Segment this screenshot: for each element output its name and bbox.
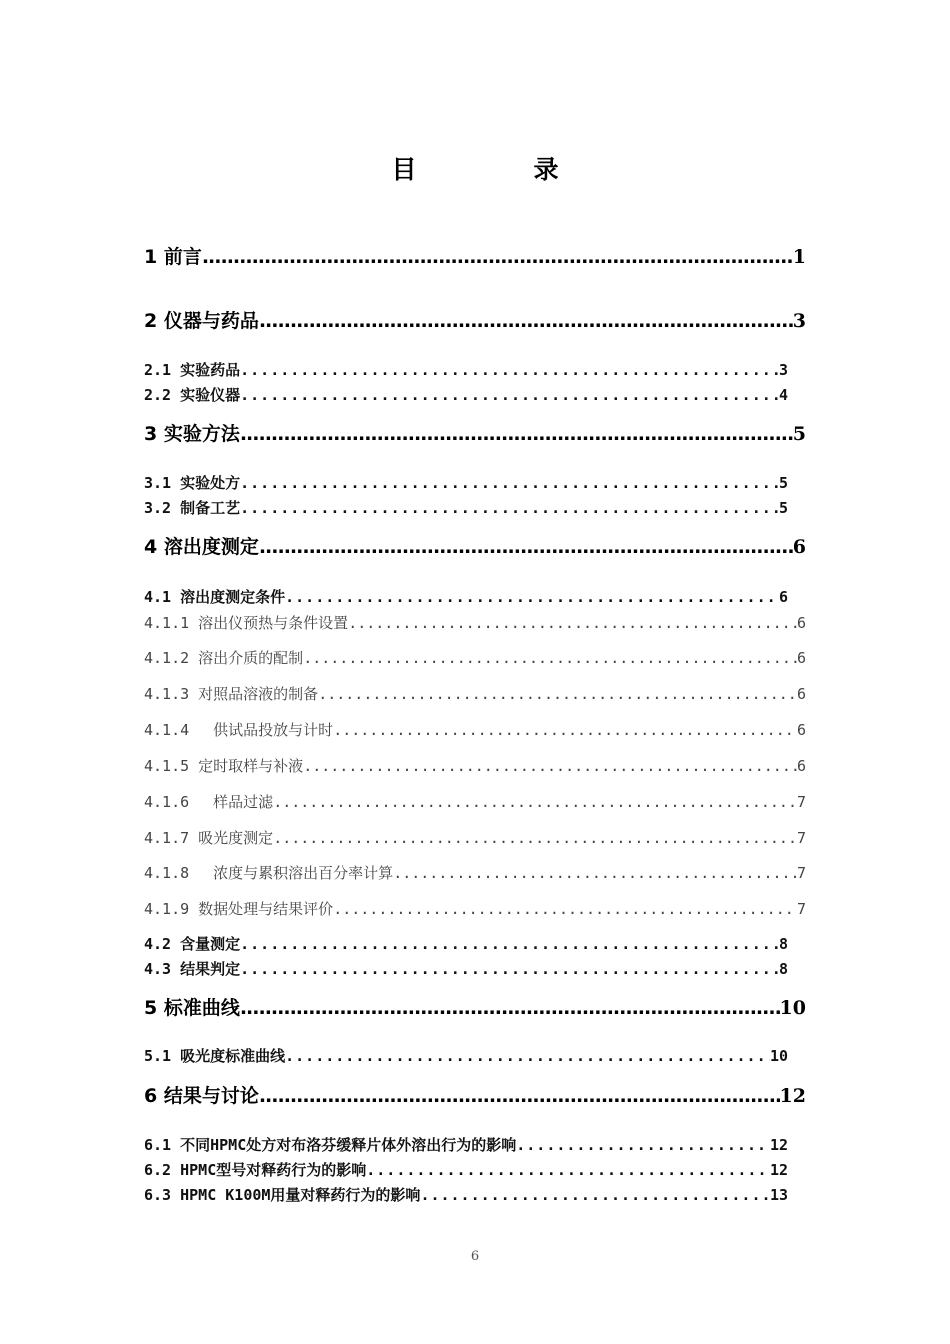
toc-entry-label: 4.1.4 供试品投放与计时 [144,721,334,739]
leader-dots [259,1085,780,1107]
leader-dots [333,900,797,918]
toc-entry[interactable] [144,612,806,633]
toc-entry-label: 6.1 不同HPMC处方对布洛芬缓释片体外溶出行为的影响 [144,1136,517,1154]
toc-entry[interactable] [144,993,806,1020]
toc-entry[interactable] [144,242,806,269]
toc-entry-page: 5 [792,423,806,445]
toc-entry[interactable] [144,359,788,380]
toc-entry[interactable] [144,586,788,607]
toc-entry-page: 6 [796,685,806,703]
toc-entry-label: 2 仪器与药品 [144,310,259,332]
toc-entry-page: 12 [779,1085,806,1107]
toc-entry[interactable] [144,862,806,883]
toc-entry[interactable] [144,683,806,704]
toc-entry[interactable] [144,306,806,333]
toc-entry-page: 7 [796,829,806,847]
toc-entry[interactable] [144,958,788,979]
leader-dots [240,960,779,978]
toc-entry-page: 7 [796,900,806,918]
leader-dots [240,499,779,517]
leader-dots [240,474,779,492]
toc-entry-label: 1 前言 [144,246,202,268]
leader-dots [285,1047,770,1065]
toc-entry-label: 6.3 HPMC K100M用量对释药行为的影响 [144,1186,421,1204]
toc-entry-label: 2.2 实验仪器 [144,386,241,404]
toc-title: 目 录 [391,155,605,184]
toc-entry[interactable] [144,827,806,848]
toc-entry[interactable] [144,933,788,954]
toc-entry-page: 13 [769,1186,788,1204]
toc-entry-label: 2.1 实验药品 [144,361,241,379]
toc-entry-page: 5 [778,499,788,517]
toc-entry-label: 5 标准曲线 [144,997,240,1019]
toc-entry[interactable] [144,1134,788,1155]
toc-entry-page: 3 [792,310,806,332]
toc-entry[interactable] [144,647,806,668]
leader-dots [318,685,797,703]
leader-dots [240,386,779,404]
toc-entry-page: 7 [796,864,806,882]
toc-entry-page: 6 [796,614,806,632]
toc-entry-label: 4.3 结果判定 [144,960,241,978]
toc-entry-label: 4.1.1 溶出仪预热与条件设置 [144,614,349,632]
leader-dots [348,614,797,632]
toc-entry-page: 6 [796,649,806,667]
leader-dots [273,829,797,847]
leader-dots [259,536,793,558]
leader-dots [516,1136,770,1154]
toc-entry[interactable] [144,1159,788,1180]
leader-dots [259,310,793,332]
leader-dots [285,588,779,606]
toc-entry-page: 6 [796,757,806,775]
leader-dots [303,757,797,775]
leader-dots [393,864,797,882]
toc-entry-label: 3 实验方法 [144,423,240,445]
leader-dots [240,997,780,1019]
toc-entry[interactable] [144,719,806,740]
toc-entry-label: 3.1 实验处方 [144,474,241,492]
leader-dots [333,721,797,739]
toc-entry[interactable] [144,898,806,919]
toc-entry-label: 3.2 制备工艺 [144,499,241,517]
toc-entry-label: 6 结果与讨论 [144,1085,259,1107]
leader-dots [420,1186,770,1204]
leader-dots [202,246,793,268]
toc-entry-label: 4 溶出度测定 [144,536,259,558]
toc-entry-label: 4.1.3 对照品溶液的制备 [144,685,319,703]
toc-entry[interactable] [144,384,788,405]
toc-entry-page: 6 [778,588,788,606]
toc-entry-page: 4 [778,386,788,404]
toc-entry-page: 8 [778,935,788,953]
leader-dots [273,793,797,811]
toc-entry-label: 4.2 含量测定 [144,935,241,953]
toc-entry[interactable] [144,1081,806,1108]
toc-entry[interactable] [144,419,806,446]
toc-entry-page: 7 [796,793,806,811]
toc-entry[interactable] [144,532,806,559]
toc-entry-label: 4.1.9 数据处理与结果评价 [144,900,334,918]
toc-entry[interactable] [144,1045,788,1066]
toc-entry-page: 5 [778,474,788,492]
toc-entry-label: 4.1.2 溶出介质的配制 [144,649,304,667]
toc-entry-label: 4.1.8 浓度与累积溶出百分率计算 [144,864,394,882]
leader-dots [240,361,779,379]
toc-entry[interactable] [144,791,806,812]
leader-dots [240,935,779,953]
toc-entry[interactable] [144,497,788,518]
toc-entry-label: 4.1.5 定时取样与补液 [144,757,304,775]
toc-entry-label: 4.1 溶出度测定条件 [144,588,286,606]
toc-entry-label: 6.2 HPMC型号对释药行为的影响 [144,1161,367,1179]
toc-entry[interactable] [144,755,806,776]
toc-entry-page: 1 [792,246,806,268]
toc-entry-label: 5.1 吸光度标准曲线 [144,1047,286,1065]
toc-entry-label: 4.1.7 吸光度测定 [144,829,274,847]
toc-entry-page: 8 [778,960,788,978]
toc-entry-page: 10 [769,1047,788,1065]
leader-dots [366,1161,770,1179]
leader-dots [240,423,793,445]
toc-entry[interactable] [144,472,788,493]
toc-entry-page: 12 [769,1161,788,1179]
page-number: 6 [470,1249,480,1264]
toc-entry-page: 12 [769,1136,788,1154]
toc-entry-page: 6 [796,721,806,739]
leader-dots [303,649,797,667]
toc-entry-page: 6 [792,536,806,558]
toc-entry-page: 10 [779,997,806,1019]
toc-entry-page: 3 [778,361,788,379]
toc-entry-label: 4.1.6 样品过滤 [144,793,274,811]
toc-entry[interactable] [144,1184,788,1205]
